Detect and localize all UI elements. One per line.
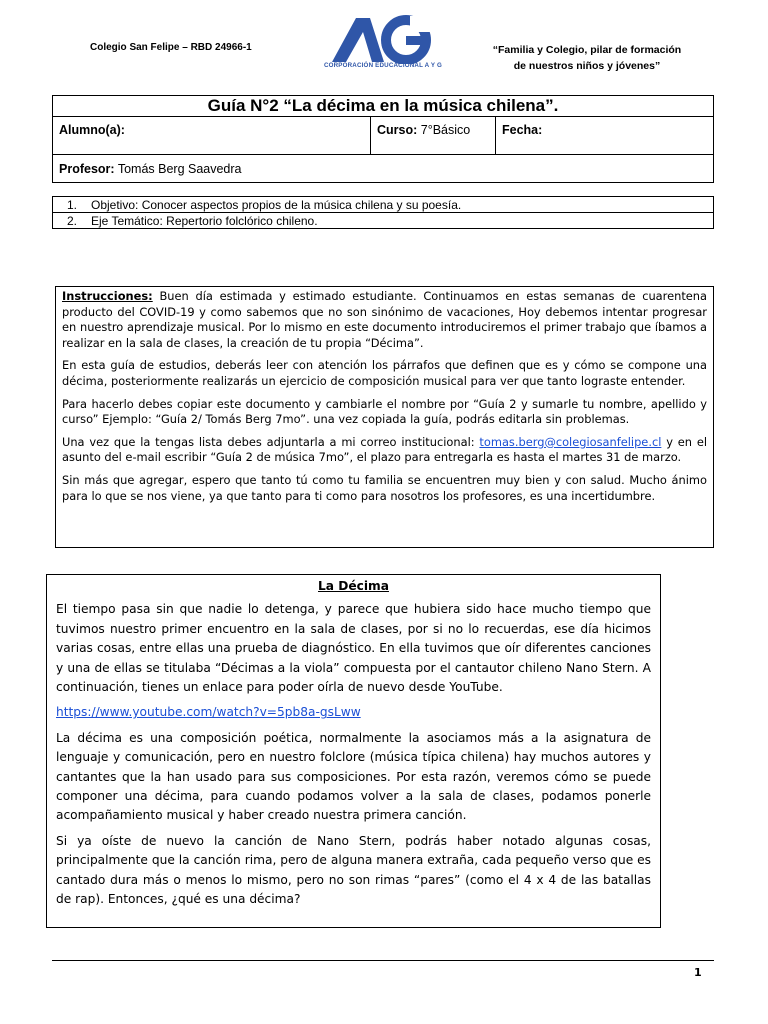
instructions-paragraph: Sin más que agregar, espero que tanto tú como tu familia se encuentren muy bien y con salud. Mucho ánimo para lo que se nos viene, ya que tanto para ti como para nosotros los profesores, es una incertidumbre.	[62, 472, 707, 503]
decima-paragraph: Si ya oíste de nuevo la canción de Nano Stern, podrás haber notado algunas cosas, principalmente que la canción rima, pero de alguna manera extraña, cada pequeño verso que es cantado dura más o menos lo mismo, pero no son rimas “pares” (como el 4 x 4 de las batallas de rap). Entonces, ¿qué es una décima?	[56, 833, 651, 907]
teacher-email-link[interactable]: tomas.berg@colegiosanfelipe.cl	[479, 434, 662, 449]
objective-text: Eje Temático: Repertorio folclórico chileno.	[91, 213, 318, 228]
objective-number: 1.	[67, 197, 78, 212]
instructions-box	[55, 286, 714, 548]
instructions-label: Instrucciones:	[62, 289, 153, 303]
decima-box	[46, 574, 661, 928]
objectives-table	[52, 196, 714, 229]
youtube-link[interactable]: https://www.youtube.com/watch?v=5pb8a-gsLww	[56, 705, 361, 720]
decima-title: La Décima	[318, 579, 389, 593]
instructions-paragraph: Instrucciones: Buen día estimada y estimado estudiante. Continuamos en estas semanas de cuarentena producto del COVID-19 y como sabemos que no son sinónimo de vacaciones, Hoy debemos intentar progresar en nuestro aprendizaje musical. Por lo mismo en este documento introduciremos el primer trabajo que íbamos a realizar en la sala de clases, la creación de tu propia “Décima”.	[62, 289, 707, 350]
teacher-cell	[53, 155, 714, 183]
student-cell[interactable]	[53, 117, 371, 155]
motto-line-1: “Familia y Colegio, pilar de formación	[492, 44, 682, 56]
course-cell	[371, 117, 496, 155]
course-value: 7°Básico	[417, 123, 471, 137]
decima-paragraph: El tiempo pasa sin que nadie lo detenga, y parece que hubiera sido hace mucho tiempo que tuvimos nuestro primer encuentro en la sala de clases, por si no lo recuerdas, ese día hicimos varias cosas, entre ellas una prueba de diagnóstico. En ella tuvimos que oír diferentes canciones y una de ellas se titulaba “Décimas a la viola” compuesta por el cantautor chileno Nano Stern. A continuación, tienes un enlace para poder oírla de nuevo desde YouTube.	[56, 602, 651, 695]
objective-number: 2.	[67, 213, 78, 228]
objective-row	[53, 213, 714, 229]
date-cell[interactable]	[496, 117, 714, 155]
teacher-label: Profesor:	[59, 161, 115, 176]
decima-paragraph: La décima es una composición poética, normalmente la asociamos más a la asignatura de lenguaje y comunicación, pero en nuestro folclore (música típica chilena) hay muchos autores y cantantes que la han usado para sus composiciones. Por esta razón, veremos cómo se puede componer una décima, para cuando podamos volver a la sala de clases, podamos ponerle acompañamiento musical y haber creado nuestra primera canción.	[56, 730, 651, 823]
teacher-value: Tomás Berg Saavedra	[114, 161, 242, 176]
objective-row	[53, 197, 714, 213]
ag-logo-icon	[318, 14, 448, 64]
guide-title: Guía N°2 “La décima en la música chilena”.	[53, 96, 714, 117]
decima-paragraph	[56, 703, 651, 722]
instructions-paragraph: Una vez que la tengas lista debes adjuntarla a mi correo institucional: tomas.berg@colegiosanfelipe.cl y en el asunto del e-mail escribir “Guía 2 de música 7mo”, el plazo para entregarla es hasta el martes 31 de marzo.	[62, 434, 707, 465]
page-number: 1	[694, 966, 702, 979]
date-label: Fecha:	[502, 123, 543, 137]
school-name: Colegio San Felipe – RBD 24966-1	[90, 42, 252, 53]
school-logo	[318, 14, 448, 76]
instructions-paragraph: En esta guía de estudios, deberás leer con atención los párrafos que definen que es y cómo se compone una décima, posteriormente realizarás un ejercicio de composición musical para ver que tanto lograste entender.	[62, 358, 707, 388]
logo-caption: CORPORACIÓN EDUCACIONAL A Y G	[323, 62, 443, 69]
instructions-paragraph: Para hacerlo debes copiar este documento y cambiarle el nombre por “Guía 2 y sumarle tu nombre, apellido y curso” Ejemplo: “Guía 2/ Tomás Berg 7mo”. una vez copiada la guía, podrás editarla sin problemas.	[62, 396, 707, 427]
motto-line-2: de nuestros niños y jóvenes”	[513, 60, 661, 72]
guide-header-table	[52, 95, 714, 183]
school-motto	[462, 42, 712, 74]
course-label: Curso:	[377, 123, 418, 137]
footer-divider	[52, 960, 714, 961]
student-label: Alumno(a):	[59, 123, 125, 137]
objective-text: Objetivo: Conocer aspectos propios de la música chilena y su poesía.	[91, 197, 462, 212]
